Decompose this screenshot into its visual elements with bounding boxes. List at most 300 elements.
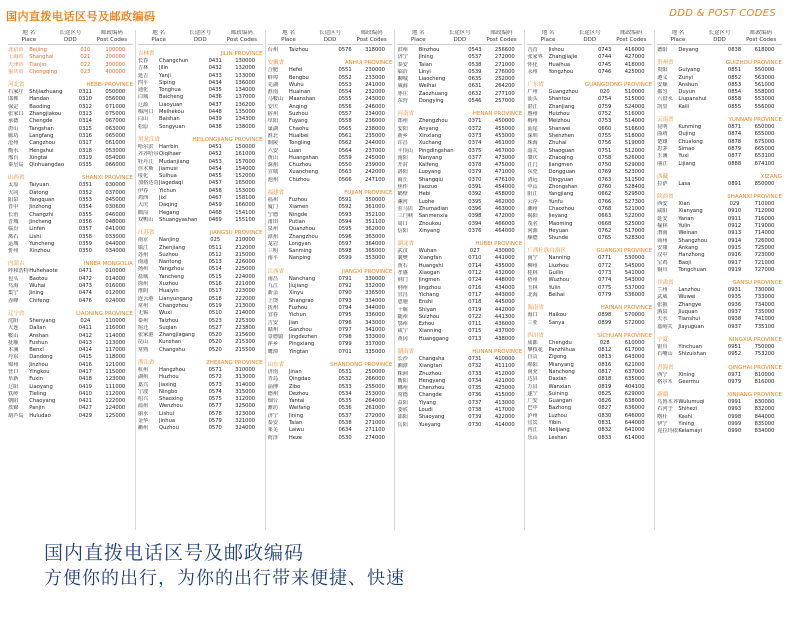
area-code: 0356 [78, 218, 92, 225]
area-code: 025 [210, 237, 221, 244]
area-code: 0437 [208, 101, 222, 108]
area-code: 0936 [727, 301, 742, 308]
post-code: 155100 [235, 216, 256, 223]
post-code: 522000 [624, 213, 645, 220]
area-code: 0574 [208, 388, 222, 395]
city-name-pinyin: Changzhi [29, 211, 54, 218]
city-name-pinyin: Zhaoqing [548, 154, 574, 161]
table-row [268, 320, 393, 327]
table-row [397, 422, 522, 429]
area-code: 0797 [338, 326, 352, 333]
city-name-cn: 巴中 [527, 405, 538, 412]
province-name-en: XINJIANG PROVINCE [727, 392, 782, 399]
post-code: 437000 [494, 328, 515, 335]
area-code: 0566 [338, 176, 352, 183]
post-code: 250000 [365, 368, 385, 375]
footer-caption [44, 540, 405, 592]
post-code: 271000 [365, 420, 385, 427]
table-row [657, 181, 782, 188]
table-column [395, 30, 525, 530]
area-code: 0719 [468, 306, 482, 313]
area-code: 0412 [78, 332, 92, 339]
area-code: 0773 [598, 270, 612, 277]
city-name-cn: 恩施 [397, 299, 408, 306]
city-name-pinyin: Ankang [678, 244, 698, 251]
city-name-cn: 湘潭 [397, 363, 408, 370]
table-row [657, 146, 782, 153]
city-name-pinyin: Nanning [548, 255, 571, 262]
city-name-cn: 蚌埠 [267, 74, 279, 81]
city-name-cn: 莆田 [267, 218, 279, 225]
area-code: 0453 [208, 158, 222, 165]
city-name-cn: 大同 [8, 189, 19, 196]
table-row [8, 234, 133, 241]
table-row [397, 148, 522, 155]
area-code: 0416 [78, 361, 92, 368]
post-code: 526000 [624, 154, 645, 161]
table-row [527, 427, 652, 434]
area-code: 0451 [208, 143, 222, 150]
table-row [657, 216, 782, 223]
city-name-pinyin: Leshan [548, 434, 567, 441]
post-code: 056000 [105, 96, 126, 103]
province-header [657, 173, 782, 181]
area-code: 0454 [208, 165, 222, 172]
city-name-pinyin: Hegang [159, 209, 180, 216]
city-name-cn: 嘉峪关 [657, 323, 673, 330]
post-code: 061000 [105, 140, 126, 147]
table-row [138, 173, 263, 180]
table-row [657, 161, 782, 168]
province-header [138, 359, 263, 367]
column-header-cell: 地 名 Place [670, 30, 686, 43]
post-code: 152000 [235, 173, 256, 180]
city-name-cn: 新余 [267, 290, 279, 297]
post-code: 353000 [365, 255, 385, 262]
city-name-pinyin: Shijiazhuang [29, 89, 63, 96]
area-code: 0634 [338, 427, 352, 434]
table-row [527, 221, 652, 228]
table-row [397, 221, 522, 228]
area-code: 0550 [338, 162, 352, 169]
table-row [138, 396, 263, 403]
post-code: 063000 [105, 125, 126, 132]
city-name-cn: 德阳 [657, 47, 668, 53]
city-name-pinyin: Zigong [548, 354, 567, 361]
area-code: 0535 [338, 398, 352, 405]
city-name-cn: 凯里 [657, 103, 668, 110]
city-name-pinyin: Suihua [159, 173, 177, 180]
city-name-cn: 泰安 [397, 61, 408, 68]
post-code: 312000 [235, 396, 256, 403]
post-code: 242000 [365, 169, 385, 176]
post-code: 519000 [624, 140, 645, 147]
table-row [268, 89, 393, 96]
area-code: 0830 [598, 412, 612, 419]
city-name-pinyin: Wenzhou [159, 403, 183, 410]
table-row [268, 133, 393, 140]
post-code: 621000 [624, 361, 645, 368]
province-name-en: XIZANG [760, 173, 782, 180]
city-name-cn: 南通 [137, 259, 149, 266]
city-name-cn: 忻州 [8, 248, 19, 255]
table-row [397, 385, 522, 392]
table-row [527, 255, 652, 262]
post-code: 461000 [494, 140, 515, 147]
city-name-cn: 张家港 [137, 332, 154, 339]
city-name-pinyin: Dongying [418, 98, 444, 105]
post-code: 232000 [365, 89, 385, 96]
post-code: 261000 [365, 405, 385, 412]
table-row [8, 398, 133, 405]
city-name-cn: 济宁 [267, 412, 279, 419]
table-row [527, 89, 652, 96]
city-name-pinyin: Chaoyang [29, 398, 56, 405]
table-row [268, 369, 393, 376]
table-row [397, 47, 522, 54]
area-code: 0853 [727, 81, 742, 88]
city-name-pinyin: Hanzhong [678, 252, 705, 259]
area-code: 0355 [78, 211, 92, 218]
area-code: 0438 [208, 123, 222, 130]
city-name-pinyin: Zhengzhou [418, 118, 448, 125]
post-code: 153000 [235, 187, 256, 194]
table-row [657, 294, 782, 301]
city-name-pinyin: Kelamayi [678, 428, 703, 435]
area-code: 0914 [727, 237, 742, 244]
city-name-cn: 泸州 [527, 412, 538, 419]
column-header [138, 30, 263, 45]
area-code: 0429 [78, 412, 92, 419]
city-name-pinyin: Yuncheng [29, 240, 55, 247]
table-row [397, 407, 522, 414]
city-name-cn: 青岛 [267, 376, 279, 383]
province-name-en: LIAONING PROVINCE [76, 310, 133, 317]
header-bar [0, 0, 790, 30]
city-name-pinyin: Linfen [29, 226, 46, 233]
table-row [397, 392, 522, 399]
area-code: 0536 [338, 405, 352, 412]
post-code: 210000 [235, 237, 256, 244]
province-name-cn: 福建省 [267, 190, 285, 197]
city-name-pinyin: Suqian [159, 324, 177, 331]
area-code: 0765 [598, 235, 612, 242]
post-code: 012000 [105, 290, 126, 297]
city-name-cn: 玉林 [527, 284, 538, 291]
city-name-pinyin: Dalian [29, 325, 46, 332]
area-code: 0998 [727, 413, 742, 420]
city-name-cn: 汕头 [527, 96, 538, 103]
table-row [8, 118, 133, 125]
city-name-cn: 新乡 [397, 132, 408, 139]
table-row [138, 73, 263, 80]
table-row [527, 292, 652, 299]
area-code: 0373 [468, 132, 482, 139]
area-code: 0938 [727, 316, 742, 323]
city-name-pinyin: Jishou [548, 47, 564, 53]
post-code: 641000 [624, 427, 645, 434]
city-name-cn: 晋城 [8, 218, 19, 225]
province-name-cn: 湖南省 [397, 348, 414, 355]
province-name-en: GUANGXI PROVINCE [596, 248, 653, 255]
table-row [397, 285, 522, 292]
area-code: 0833 [598, 434, 612, 441]
city-name-pinyin: Jiamusi [159, 165, 178, 172]
table-row [657, 316, 782, 323]
area-code: 0754 [598, 96, 612, 103]
province-name-cn: 广东省 [527, 82, 544, 89]
city-name-pinyin: Xingtai [29, 154, 48, 161]
table-row [657, 104, 782, 111]
post-code: 244000 [365, 140, 385, 147]
table-row [527, 354, 652, 361]
city-name-pinyin: Liupanshui [678, 96, 707, 103]
city-name-cn: 都匀 [657, 89, 668, 96]
post-code: 434000 [494, 284, 515, 291]
post-code: 832000 [754, 406, 775, 413]
city-name-cn: 离石 [8, 233, 19, 240]
city-name-pinyin: Shiyan [418, 306, 437, 313]
city-name-pinyin: Anqing [288, 103, 308, 110]
column-header-cell: 邮政编码 Post Codes [486, 30, 517, 43]
table-row [138, 217, 263, 224]
city-name-cn: 十堰 [397, 306, 408, 313]
province-name-en: JIANGSU PROVINCE [209, 230, 263, 237]
area-code: 0458 [208, 187, 222, 194]
city-name-cn: 营口 [8, 368, 19, 375]
province-header [657, 59, 782, 67]
area-code: 022 [80, 61, 91, 68]
area-code: 0516 [208, 281, 222, 288]
post-code: 136200 [235, 101, 256, 108]
city-name-pinyin: Weinan [678, 230, 698, 237]
table-row [138, 374, 263, 381]
column-header-cell: 地 名 Place [151, 30, 166, 43]
province-header [397, 110, 522, 118]
province-name-en: HEILONGJIANG PROVINCE [192, 136, 263, 143]
post-code: 512000 [624, 147, 645, 154]
city-name-cn: 潍坊 [267, 405, 279, 412]
city-name-cn: 东营 [397, 98, 408, 105]
area-code: 0775 [598, 284, 612, 291]
table-row [268, 204, 393, 211]
area-code: 0563 [338, 169, 352, 176]
area-code: 0561 [338, 132, 352, 139]
post-code: 515000 [624, 96, 645, 103]
table-row [527, 405, 652, 412]
post-code: 234000 [365, 111, 385, 118]
post-code: 215000 [235, 251, 256, 258]
post-code: 111000 [105, 383, 126, 390]
area-code: 0553 [338, 81, 352, 88]
post-code: 235000 [365, 132, 385, 139]
area-code: 0518 [208, 295, 222, 302]
post-code: 646000 [624, 412, 645, 419]
city-name-pinyin: Anshan [29, 332, 49, 339]
post-code: 725000 [754, 244, 775, 251]
area-code: 0596 [338, 233, 352, 240]
post-code: 134000 [235, 87, 256, 94]
table-row [657, 406, 782, 413]
province-name-cn: 贵州省 [657, 60, 674, 67]
city-name-pinyin: Chuzhou [288, 162, 312, 169]
post-code: 100000 [105, 47, 126, 53]
table-row [268, 276, 393, 283]
post-code: 556000 [754, 103, 775, 110]
area-code: 0398 [468, 213, 482, 220]
table-row [657, 139, 782, 146]
province-name-en: HEBEI PROVINCE [86, 82, 133, 89]
table-row [8, 376, 133, 383]
area-code: 0731 [468, 355, 482, 362]
city-name-cn: 喀什 [657, 413, 668, 420]
city-name-cn: 阜阳 [267, 118, 279, 125]
city-name-pinyin: Tongchuan [678, 266, 707, 273]
area-code: 0564 [338, 147, 352, 154]
city-name-pinyin: Baoding [29, 103, 51, 110]
city-name-pinyin: Kunshan [159, 339, 182, 346]
post-code: 650000 [754, 124, 775, 131]
city-name-cn: 辽阳 [8, 383, 19, 390]
post-code: 318000 [365, 47, 385, 53]
post-code: 230000 [365, 67, 385, 74]
city-name-cn: 遵义 [657, 74, 668, 81]
province-name-en: HAINAN PROVINCE [600, 305, 653, 312]
city-name-cn: 本溪 [8, 347, 19, 354]
table-row [8, 347, 133, 354]
column-header-cell: 地 名 Place [540, 30, 556, 43]
city-name-cn: 温州 [137, 403, 149, 410]
post-code: 712000 [754, 208, 775, 215]
post-code: 226000 [235, 259, 256, 266]
city-name-cn: 安阳 [397, 125, 408, 132]
area-code: 0520 [208, 339, 222, 346]
table-row [138, 58, 263, 65]
city-name-cn: 襄樊 [397, 255, 408, 262]
area-code: 0798 [338, 334, 352, 341]
area-code: 0448 [208, 109, 222, 116]
post-code: 044000 [105, 240, 126, 247]
city-name-pinyin: Changzhou [159, 302, 189, 309]
province-name-cn: 云南省 [657, 117, 674, 124]
area-code: 0457 [208, 180, 222, 187]
post-code: 363000 [365, 233, 385, 240]
city-name-cn: 阜新 [8, 376, 19, 383]
table-row [527, 54, 652, 61]
city-name-pinyin: Kashi [678, 413, 693, 420]
post-code: 441300 [494, 313, 515, 320]
post-code: 112000 [105, 390, 126, 397]
city-name-pinyin: Daqing [159, 202, 178, 209]
post-code: 310000 [235, 366, 256, 373]
area-code: 0817 [598, 368, 612, 375]
city-name-cn: 漯河 [397, 198, 408, 205]
city-name-pinyin: Yichang [418, 291, 440, 298]
province-header [397, 348, 522, 356]
post-code: 351100 [365, 218, 385, 225]
table-row [527, 140, 652, 147]
post-code: 225000 [235, 266, 256, 273]
city-name-cn: 德州 [267, 390, 279, 397]
post-code: 315000 [235, 388, 256, 395]
area-code: 0546 [468, 98, 482, 105]
province-name-en: SICHUAN PROVINCE [597, 332, 653, 339]
table-row [8, 290, 133, 297]
post-code: 137000 [235, 94, 256, 101]
area-code: 0793 [338, 297, 352, 304]
city-name-pinyin: Mianyang [548, 361, 574, 368]
post-code: 154100 [235, 209, 256, 216]
post-code: 638000 [624, 398, 645, 405]
city-name-cn: 中山 [527, 184, 538, 191]
province-name-cn: 浙江省 [137, 359, 155, 366]
city-name-pinyin: Taizhou [288, 47, 309, 53]
area-code: 0711 [468, 321, 482, 328]
post-code: 238000 [365, 125, 385, 132]
table-row [657, 223, 782, 230]
area-code: 0377 [468, 154, 482, 161]
city-name-cn: 烟台 [267, 398, 279, 405]
area-code: 0792 [338, 283, 352, 290]
table-row [268, 248, 393, 255]
city-name-cn: 岳阳 [397, 421, 408, 428]
table-row [138, 274, 263, 281]
city-name-cn: 成都 [527, 339, 538, 346]
area-code: 0751 [598, 147, 612, 154]
table-row [268, 435, 393, 442]
province-name-cn: 江西省 [267, 268, 285, 275]
area-code: 0511 [208, 244, 222, 251]
area-code: 0473 [78, 283, 92, 290]
city-name-pinyin: Duyun [678, 89, 696, 96]
city-name-pinyin: Guangan [548, 398, 573, 405]
area-code: 0459 [208, 202, 222, 209]
city-name-cn: 咸宁 [397, 328, 408, 335]
post-code: 066000 [105, 162, 126, 169]
post-code: 523000 [624, 169, 645, 176]
post-code: 816000 [754, 378, 775, 385]
city-name-pinyin: Baicheng [159, 94, 184, 101]
area-code: 0570 [208, 425, 222, 432]
post-code: 030000 [105, 182, 126, 189]
city-name-cn: 茂名 [527, 220, 538, 227]
area-code: 0372 [468, 125, 482, 132]
city-name-cn: 扬州 [137, 266, 149, 273]
city-name-pinyin: Baotou [29, 275, 48, 282]
city-name-cn: 天水 [657, 316, 668, 323]
city-name-cn: 清远 [527, 176, 538, 183]
city-name-cn: 泉州 [267, 226, 279, 233]
city-name-cn: 淮南 [267, 89, 279, 96]
area-code: 0556 [338, 103, 352, 110]
area-code: 0796 [338, 319, 352, 326]
city-name-pinyin: Yangzhou [159, 266, 184, 273]
table-row [8, 104, 133, 111]
table-row [657, 230, 782, 237]
city-name-pinyin: Lanzhou [678, 287, 701, 294]
table-row [268, 212, 393, 219]
table-row [527, 177, 652, 184]
area-code: 0439 [208, 116, 222, 123]
area-code: 0891 [727, 180, 742, 187]
table-row [527, 340, 652, 347]
post-code: 471000 [494, 169, 515, 176]
table-row [527, 191, 652, 198]
area-code: 0354 [78, 204, 92, 211]
area-code: 0735 [468, 385, 482, 392]
city-name-cn: 宜春 [267, 312, 279, 319]
post-code: 134300 [235, 116, 256, 123]
